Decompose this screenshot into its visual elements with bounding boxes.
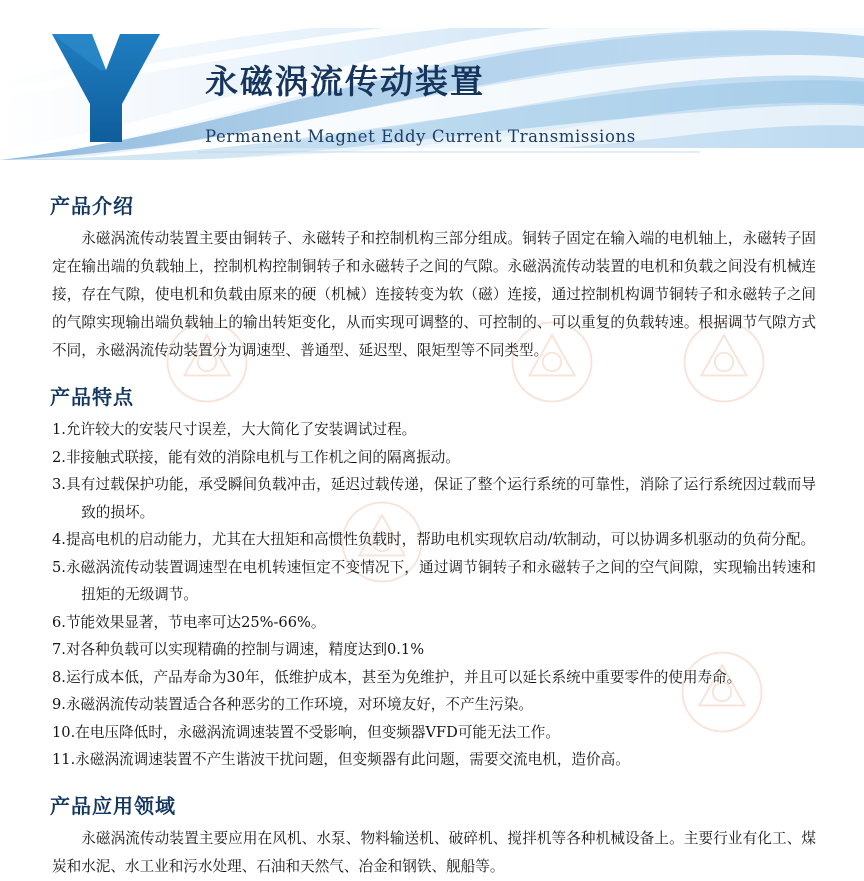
list-item-number: 7.	[52, 641, 66, 658]
list-item	[52, 664, 816, 692]
list-item-number: 6.	[52, 613, 66, 631]
list-item-text: 非接触式联接，能有效的消除电机与工作机之间的隔离振动。	[65, 448, 460, 466]
list-item	[52, 471, 816, 526]
list-item-number: 4.	[52, 531, 66, 548]
list-item-number: 5.	[52, 558, 66, 576]
list-item-number: 2.	[52, 448, 66, 466]
list-item	[52, 416, 816, 444]
applications-paragraph: 永磁涡流传动装置主要应用在风机、水泵、物料输送机、破碎机、搅拌机等各种机械设备上。主要行业有化工、煤炭和水泥、水工业和污水处理、石油和天然气、冶金和钢铁、舰船等。	[52, 829, 816, 875]
list-item-number: 11.	[52, 751, 76, 768]
list-item-text: 运行成本低，产品寿命为30年，低维护成本，甚至为免维护，并且可以延长系统中重要零件的使用寿命。	[65, 668, 742, 686]
header-title-cn: 永磁涡流传动装置	[205, 62, 485, 101]
list-item	[52, 526, 816, 554]
list-item-number: 10.	[52, 723, 76, 741]
list-item-text: 节能效果显著，节电率可达25%-66%。	[65, 613, 326, 631]
document-body	[0, 160, 864, 881]
header-title-en: Permanent Magnet Eddy Current Transmissions	[205, 127, 636, 146]
list-item-number: 1.	[52, 421, 66, 438]
section-title-applications: 产品应用领域	[50, 793, 176, 818]
list-item-text: 永磁涡流传动装置适合各种恶劣的工作环境，对环境友好，不产生污染。	[65, 696, 533, 713]
section-title-features: 产品特点	[50, 385, 134, 409]
list-item	[52, 719, 816, 747]
list-item-number: 8.	[52, 668, 66, 686]
intro-paragraph: 永磁涡流传动装置主要由铜转子、永磁转子和控制机构三部分组成。铜转子固定在输入端的电机轴上，永磁转子固定在输出端的负载轴上，控制机构控制铜转子和永磁转子之间的气隙。永磁涡流传动装置的电机和负载之间没有机械连接，存在气隙，使电机和负载由原来的硬（机械）连接转变为软（磁）连接，通过控制机构调节铜转子和永磁转子之间的气隙实现输出端负载轴上的输出转矩变化，从而实现可调整的、可控制的、可以重复的负载转速。根据调节气隙方式不同，永磁涡流传动装置分为调速型、普通型、延迟型、限矩型等不同类型。	[52, 230, 816, 359]
list-item-text: 永磁涡流传动装置调速型在电机转速恒定不变情况下，通过调节铜转子和永磁转子之间的空气间隙，实现输出转速和扭矩的无级调节。	[65, 558, 816, 603]
list-item-text: 提高电机的启动能力，尤其在大扭矩和高惯性负载时，帮助电机实现软启动/软制动，可以协调多机驱动的负荷分配。	[65, 531, 816, 548]
list-item	[52, 746, 816, 774]
list-item-text: 永磁涡流调速装置不产生谐波干扰问题，但变频器有此问题，需要交流电机，造价高。	[75, 751, 630, 768]
list-item	[52, 609, 816, 637]
list-item-text: 在电压降低时，永磁涡流调速装置不受影响，但变频器VFD可能无法工作。	[75, 723, 560, 741]
list-item-text: 具有过载保护功能，承受瞬间负载冲击，延迟过载传递，保证了整个运行系统的可靠性，消除了运行系统因过载而导致的损坏。	[65, 476, 816, 521]
page-header	[0, 0, 864, 160]
section-title-intro: 产品介绍	[50, 194, 134, 218]
list-item	[52, 691, 816, 719]
list-item-number: 3.	[52, 476, 66, 493]
list-item-text: 对各种负载可以实现精确的控制与调速，精度达到0.1%	[65, 641, 425, 658]
list-item-number: 9.	[52, 696, 66, 713]
list-item	[52, 554, 816, 609]
features-list	[50, 416, 824, 774]
list-item	[52, 444, 816, 472]
list-item-text: 允许较大的安装尺寸误差，大大简化了安装调试过程。	[65, 421, 417, 438]
list-item	[52, 636, 816, 664]
